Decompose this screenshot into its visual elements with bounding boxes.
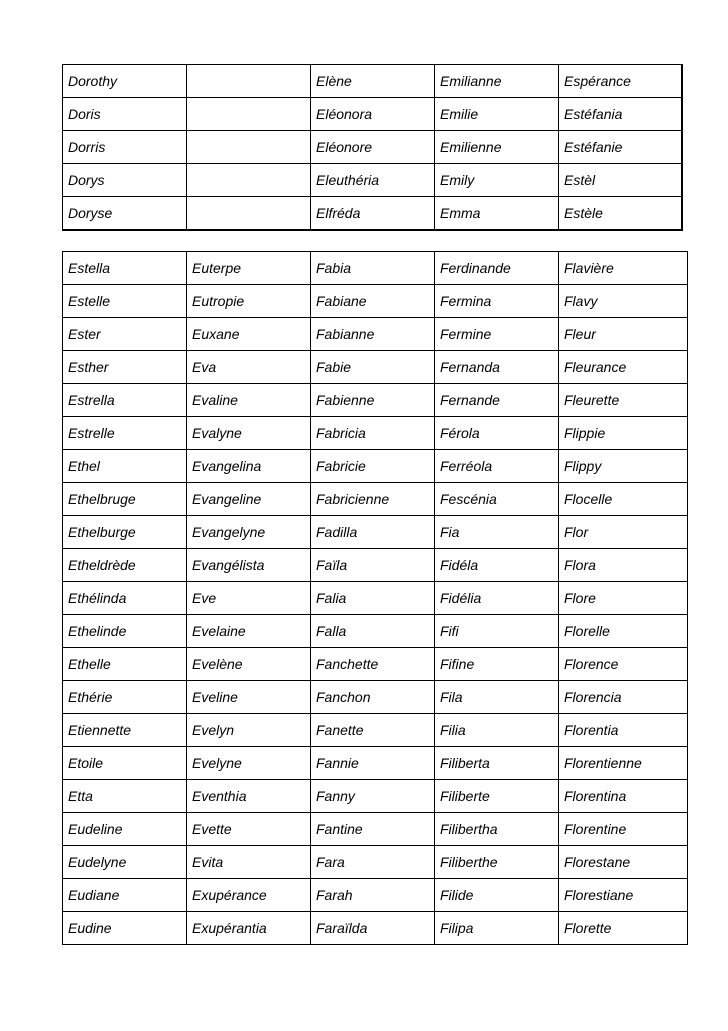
table-row <box>63 252 688 285</box>
name-cell: Estèl <box>559 164 683 197</box>
name-cell: Estéfania <box>559 98 683 131</box>
name-cell: Evelyne <box>187 747 311 780</box>
name-cell: Eva <box>187 351 311 384</box>
name-cell: Fadilla <box>311 516 435 549</box>
table-row <box>63 131 683 164</box>
name-cell: Flippy <box>559 450 688 483</box>
name-cell: Fermine <box>435 318 559 351</box>
name-cell: Fernande <box>435 384 559 417</box>
name-cell: Fabianne <box>311 318 435 351</box>
name-cell: Evalyne <box>187 417 311 450</box>
name-cell: Fannie <box>311 747 435 780</box>
name-cell: Doris <box>63 98 187 131</box>
name-cell: Ethérie <box>63 681 187 714</box>
name-cell: Florence <box>559 648 688 681</box>
name-cell: Eutropie <box>187 285 311 318</box>
name-cell: Filiberte <box>435 780 559 813</box>
name-cell: Fia <box>435 516 559 549</box>
name-cell: Fila <box>435 681 559 714</box>
table-row <box>63 197 683 231</box>
table-row <box>63 549 688 582</box>
name-cell: Emilienne <box>435 131 559 164</box>
name-cell: Esther <box>63 351 187 384</box>
name-cell: Evette <box>187 813 311 846</box>
table-row <box>63 417 688 450</box>
name-cell: Filide <box>435 879 559 912</box>
table-row <box>63 318 688 351</box>
name-cell: Evaline <box>187 384 311 417</box>
table-row <box>63 747 688 780</box>
name-cell: Evelyn <box>187 714 311 747</box>
name-cell: Filiberthe <box>435 846 559 879</box>
name-cell: Faraïlda <box>311 912 435 945</box>
name-cell: Etoile <box>63 747 187 780</box>
name-cell: Estrelle <box>63 417 187 450</box>
name-cell: Estella <box>63 252 187 285</box>
name-cell: Fernanda <box>435 351 559 384</box>
name-cell: Fanette <box>311 714 435 747</box>
table-row <box>63 351 688 384</box>
name-cell <box>187 131 311 164</box>
name-cell: Ethelle <box>63 648 187 681</box>
name-cell: Farah <box>311 879 435 912</box>
name-cell: Etiennette <box>63 714 187 747</box>
name-cell: Fabia <box>311 252 435 285</box>
table-row <box>63 65 683 98</box>
name-cell: Fabiane <box>311 285 435 318</box>
table-row <box>63 879 688 912</box>
name-cell: Flavière <box>559 252 688 285</box>
name-cell: Dorris <box>63 131 187 164</box>
name-cell: Florestane <box>559 846 688 879</box>
name-cell: Evita <box>187 846 311 879</box>
name-cell: Fleur <box>559 318 688 351</box>
name-cell: Flora <box>559 549 688 582</box>
table-row <box>63 582 688 615</box>
name-cell: Férola <box>435 417 559 450</box>
name-cell <box>187 65 311 98</box>
table-row <box>63 384 688 417</box>
name-cell: Fabienne <box>311 384 435 417</box>
name-cell: Evangelina <box>187 450 311 483</box>
name-cell: Elfréda <box>311 197 435 231</box>
name-cell: Fifi <box>435 615 559 648</box>
name-cell: Eudiane <box>63 879 187 912</box>
name-cell: Fabricie <box>311 450 435 483</box>
name-cell: Fabie <box>311 351 435 384</box>
name-cell: Flocelle <box>559 483 688 516</box>
name-cell: Ethelinde <box>63 615 187 648</box>
table-row <box>63 98 683 131</box>
table-row <box>63 164 683 197</box>
name-cell: Exupérance <box>187 879 311 912</box>
name-cell: Florentia <box>559 714 688 747</box>
table-row <box>63 615 688 648</box>
name-cell: Eléonore <box>311 131 435 164</box>
name-cell: Ester <box>63 318 187 351</box>
name-cell: Estéfanie <box>559 131 683 164</box>
name-cell: Euxane <box>187 318 311 351</box>
name-cell: Dorys <box>63 164 187 197</box>
names-table-main-body <box>63 252 688 945</box>
name-cell: Eleuthéria <box>311 164 435 197</box>
table-row <box>63 714 688 747</box>
name-cell: Flippie <box>559 417 688 450</box>
name-cell: Evangélista <box>187 549 311 582</box>
name-cell: Falla <box>311 615 435 648</box>
name-cell: Evelène <box>187 648 311 681</box>
table-row <box>63 516 688 549</box>
name-cell <box>187 197 311 231</box>
table-row <box>63 780 688 813</box>
name-cell: Fescénia <box>435 483 559 516</box>
table-row <box>63 648 688 681</box>
name-cell: Emilie <box>435 98 559 131</box>
name-cell: Elène <box>311 65 435 98</box>
name-cell: Euterpe <box>187 252 311 285</box>
name-cell: Dorothy <box>63 65 187 98</box>
name-cell: Etta <box>63 780 187 813</box>
name-cell: Florencia <box>559 681 688 714</box>
name-cell <box>187 164 311 197</box>
name-cell: Ethelburge <box>63 516 187 549</box>
name-cell: Emilianne <box>435 65 559 98</box>
name-cell: Eléonora <box>311 98 435 131</box>
name-cell: Fifine <box>435 648 559 681</box>
table-row <box>63 483 688 516</box>
name-cell: Etheldrède <box>63 549 187 582</box>
name-cell: Faïla <box>311 549 435 582</box>
name-cell: Fanchette <box>311 648 435 681</box>
name-cell: Fermina <box>435 285 559 318</box>
name-cell: Eudelyne <box>63 846 187 879</box>
name-cell: Filia <box>435 714 559 747</box>
name-cell: Filipa <box>435 912 559 945</box>
name-cell: Estèle <box>559 197 683 231</box>
names-table-top-body <box>63 65 683 231</box>
name-cell: Evangelyne <box>187 516 311 549</box>
name-cell: Eve <box>187 582 311 615</box>
name-cell: Eudeline <box>63 813 187 846</box>
name-cell: Fanchon <box>311 681 435 714</box>
name-cell: Fabricienne <box>311 483 435 516</box>
name-cell: Fidélia <box>435 582 559 615</box>
name-cell: Filibertha <box>435 813 559 846</box>
name-cell: Ferréola <box>435 450 559 483</box>
name-cell: Eveline <box>187 681 311 714</box>
name-cell: Fleurette <box>559 384 688 417</box>
table-row <box>63 846 688 879</box>
name-cell: Estrella <box>63 384 187 417</box>
name-cell: Eventhia <box>187 780 311 813</box>
name-cell: Emma <box>435 197 559 231</box>
name-cell: Flore <box>559 582 688 615</box>
name-cell: Florelle <box>559 615 688 648</box>
name-cell: Florestiane <box>559 879 688 912</box>
name-cell: Ethelbruge <box>63 483 187 516</box>
name-cell: Ferdinande <box>435 252 559 285</box>
name-cell: Florette <box>559 912 688 945</box>
name-cell: Falia <box>311 582 435 615</box>
name-cell: Flor <box>559 516 688 549</box>
name-cell: Fleurance <box>559 351 688 384</box>
name-cell: Fidéla <box>435 549 559 582</box>
table-row <box>63 450 688 483</box>
name-cell: Ethélinda <box>63 582 187 615</box>
names-table-main <box>62 251 688 945</box>
name-cell: Fara <box>311 846 435 879</box>
name-cell: Fabricia <box>311 417 435 450</box>
name-cell: Flavy <box>559 285 688 318</box>
name-cell: Eudine <box>63 912 187 945</box>
table-row <box>63 912 688 945</box>
table-row <box>63 285 688 318</box>
name-cell: Evelaine <box>187 615 311 648</box>
name-cell: Filiberta <box>435 747 559 780</box>
name-cell: Florentine <box>559 813 688 846</box>
name-cell: Florentina <box>559 780 688 813</box>
name-cell: Fanny <box>311 780 435 813</box>
names-table-top <box>62 64 683 231</box>
name-cell: Fantine <box>311 813 435 846</box>
name-cell: Estelle <box>63 285 187 318</box>
name-cell: Evangeline <box>187 483 311 516</box>
table-row <box>63 681 688 714</box>
name-cell <box>187 98 311 131</box>
name-cell: Florentienne <box>559 747 688 780</box>
name-cell: Doryse <box>63 197 187 231</box>
name-cell: Emily <box>435 164 559 197</box>
name-cell: Ethel <box>63 450 187 483</box>
name-cell: Espérance <box>559 65 683 98</box>
name-cell: Exupérantia <box>187 912 311 945</box>
table-row <box>63 813 688 846</box>
